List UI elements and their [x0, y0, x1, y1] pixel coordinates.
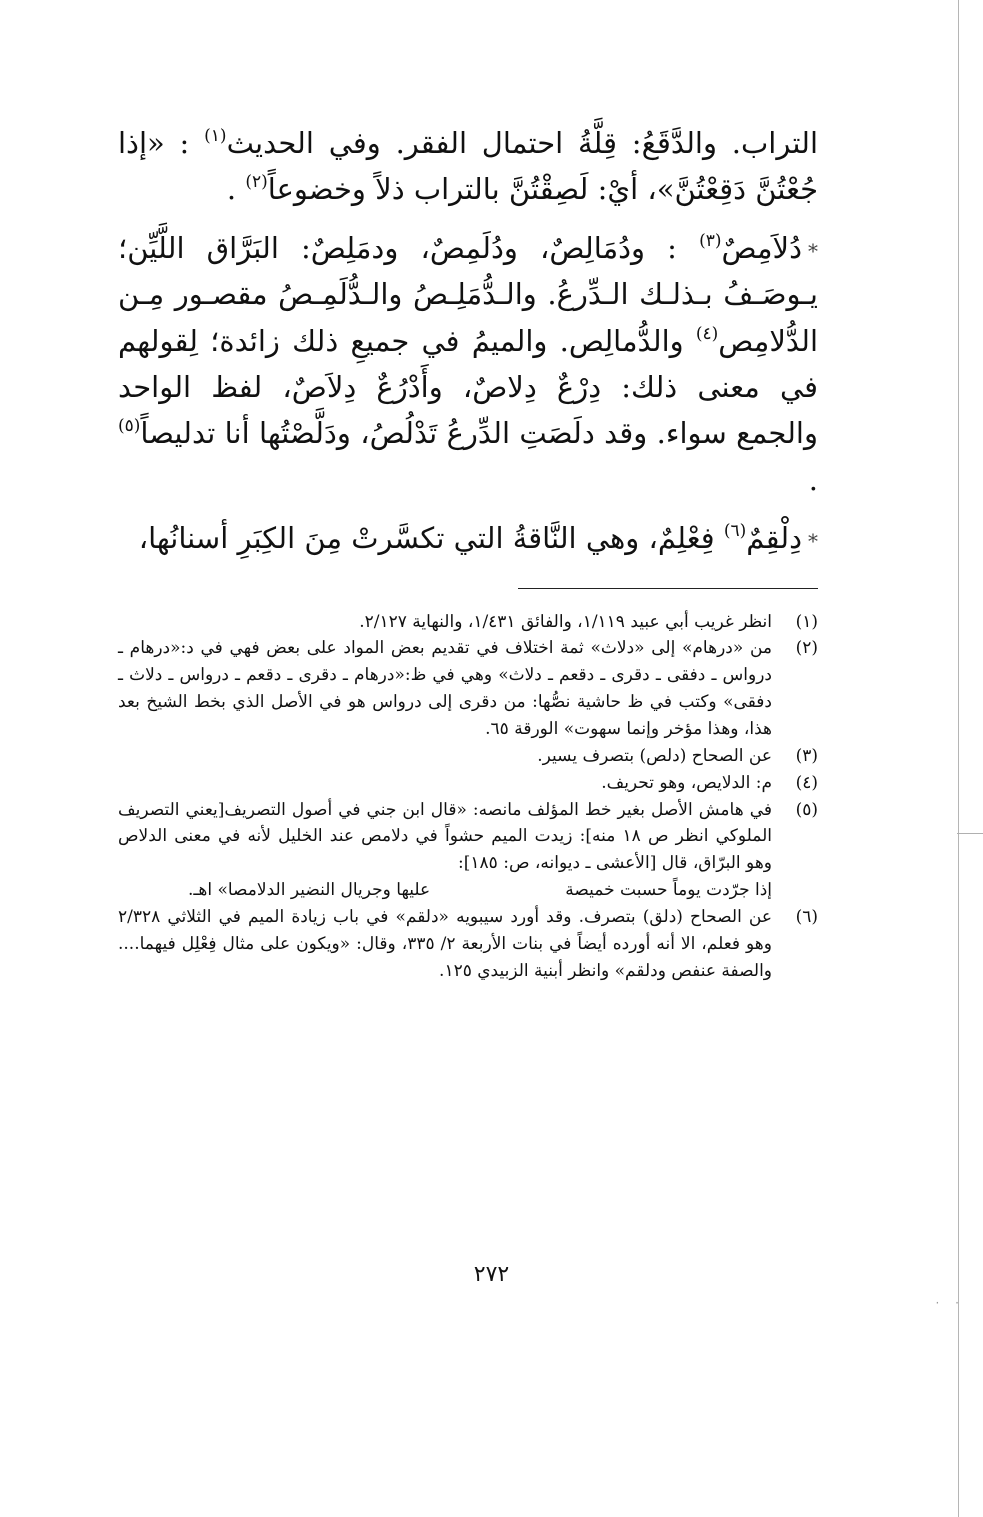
footnote-4 — [118, 770, 818, 797]
footnote-ref-4[interactable]: (٤) — [695, 323, 719, 344]
footnote-ref-6[interactable]: (٦) — [723, 521, 747, 542]
verse-first-hemistich: إذا جرّدت يوماً حسبت خميصة — [565, 880, 772, 901]
footnote-text: انظر غريب أبي عبيد ١/١١٩، والفائق ١/٤٣١، والنهاية ٢/١٢٧. — [359, 611, 772, 632]
entry-headword: دِلْقِمٌ — [746, 521, 802, 556]
footnote-text: في هامش الأصل بغير خط المؤلف مانصه: «قال ابن جني في أصول التصريف[يعني التصريف الملوكي انظر ص ١٨ منه]: زيدت الميم حشواً في دلامص عند الخليل لأنه في معنى الدلاص وهو البرّاق، قال [الأعشى ـ ديوانه، ص: ١٨٥]: — [118, 799, 773, 874]
page-number: ٢٧٢ — [473, 1262, 510, 1287]
footnote-text: عن الصحاح (دلق) بتصرف. وقد أورد سيبويه «دلقم» في باب زيادة الميم في الثلاثي ٢/٣٢٨ وهو فعلم، الا أنه أورده أيضاً في بنات الأربعة ٢/ ٣٣٥، وقال: «ويكون على مثال فِعْلِل فيهما.... والصفة عنفص ودلقم» وانظر أبنية الزبيدي ١٢٥. — [118, 906, 772, 981]
entry-headword: دُلاَمِصٌ — [721, 230, 803, 265]
footnote-3 — [118, 743, 818, 770]
footnote-ref-5[interactable]: (٥) — [118, 416, 141, 437]
scan-edge-line — [958, 0, 959, 1517]
entry-star-icon: * — [808, 238, 819, 263]
footnote-number: (٣) — [795, 745, 818, 766]
verse-second-hemistich: عليها وجريال النضير الدلامصا» اهـ. — [188, 880, 431, 901]
footnote-text: عن الصحاح (دلص) بتصرف يسير. — [537, 745, 772, 766]
footnote-ref-1[interactable]: (١) — [204, 126, 227, 146]
book-page — [118, 120, 818, 985]
poetry-verse — [118, 877, 772, 904]
footnote-ref-3[interactable]: (٣) — [699, 230, 722, 251]
footnote-ref-2[interactable]: (٢) — [245, 172, 268, 193]
footnote-number: (٦) — [795, 906, 818, 927]
footnote-2 — [118, 635, 818, 742]
footnote-number: (٢) — [795, 638, 818, 659]
entry-dulamis: *دُلاَمِصٌ$^{(٣)}$ : ودُمَالِصٌ، ودُلَمِصٌ، ودمَلِصٌ: البَرَّاق اللَّيِّن؛ يـوصَـفُ بـذلـك الـدِّرعُ. والـدُّمَلِـصُ والـدُّلَمِـصُ مقصـور مِـن الدُّلامِص$^{(٤)}$ والدُّمالِص. والميمُ في جميعِ ذلك زائدة؛ لِقولهم في معنى ذلك: دِرْعٌ دِلاصٌ، وأَدْرُعٌ دِلاَصٌ، لفظ الواحد والجمع سواء. وقد دلَصَتِ الدِّرعُ تَدْلُصُ، ودَلَّصْتُها أنا تدليصاً$^{(٥)}$ . — [118, 230, 819, 497]
footnote-5 — [118, 797, 818, 878]
footnote-1 — [118, 609, 818, 636]
scan-margin-tick — [957, 833, 983, 834]
entry-star-icon: * — [808, 529, 818, 554]
footnote-text: م: الدلايص، وهو تحريف. — [601, 772, 772, 793]
footnote-number: (٤) — [795, 772, 818, 793]
footnote-number: (١) — [795, 611, 818, 632]
scan-marks: · · — [935, 1296, 965, 1310]
entry-dilqim: *دِلْقِمٌ$^{(٦)}$ فِعْلِمٌ، وهي النَّاقةُ التي تكسَّرتْ مِنَ الكِبَرِ أسنانُها، — [138, 521, 818, 556]
footnotes — [118, 609, 818, 985]
paragraph-continuation: التراب. والدَّقَعُ: قِلَّةُ احتمال الفقر. وفي الحديث$^{(١)}$ : «إذا جُعْتُنَّ دَقِعْتُنَّ»، أيْ: لَصِقْتُنَّ بالتراب ذلاً وخضوعاً$^{(٢)}$ . — [118, 126, 819, 207]
footnote-6 — [118, 904, 818, 985]
footnote-number: (٥) — [795, 799, 818, 820]
footnote-text: من «درهام» إلى «دلاث» ثمة اختلاف في تقديم بعض المواد على بعض فهي في د:«درهام ـ درواس ـ دفقى ـ دقرى ـ دقعم ـ دلاث» وهي في ظ:«درهام ـ دقرى ـ دقعم ـ درواس ـ دلاث ـ دفقى» وكتب في ظ حاشية نصُّها: من دقرى إلى درواس هو في الأصل الذي بخط الشيخ بعد هذا، وهذا مؤخر وإنما سهوت» الورقة ٦٥. — [118, 638, 772, 739]
main-text — [118, 120, 818, 562]
footnote-separator — [518, 588, 818, 589]
